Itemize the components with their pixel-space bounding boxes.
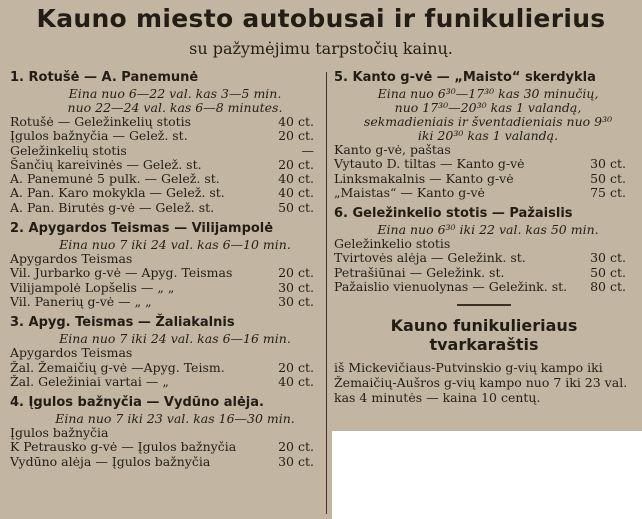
- fare-route: Linksmakalnis — Kanto g-vė: [334, 170, 514, 186]
- fare-route: Žal. Žemaičių g-vė —Apyg. Teism.: [10, 359, 225, 375]
- fare-price: 30 ct.: [590, 156, 626, 172]
- route-heading: 6. Geležinkelio stotis — Pažaislis: [334, 206, 573, 222]
- fare-route: Įgulos bažnyčia: [10, 425, 109, 441]
- fare-row: [334, 172, 634, 186]
- fare-price: 40 ct.: [278, 185, 314, 201]
- fare-route: Pažaislio vienuolynas — Geležink. st.: [334, 279, 568, 295]
- fare-route: Vilijampolė Lopšelis — „ „: [10, 279, 175, 295]
- fare-price: 40 ct.: [278, 171, 314, 187]
- route-section: [10, 395, 322, 469]
- fare-row: [334, 157, 634, 171]
- fare-row: [10, 281, 322, 295]
- fare-route: A. Panemunė 5 pulk. — Gelež. st.: [10, 171, 220, 187]
- fare-route: Petrašiūnai — Geležink. st.: [334, 264, 505, 280]
- fare-row: [10, 426, 322, 440]
- fare-row: [10, 144, 322, 158]
- route-section: [10, 315, 322, 389]
- fare-route: A. Pan. Birutės g-vė — Gelež. st.: [10, 199, 215, 215]
- route-heading: 4. Įgulos bažnyčia — Vydūno alėja.: [10, 395, 264, 411]
- schedule-line: Eina nuo 7 iki 24 val. kas 6—10 min.: [59, 237, 291, 253]
- right-column: [334, 70, 634, 405]
- fare-price: 30 ct.: [278, 453, 314, 469]
- fare-price: [626, 237, 634, 251]
- route-schedule: [334, 87, 634, 143]
- fare-row: [10, 266, 322, 280]
- fare-price: 30 ct.: [278, 279, 314, 295]
- route-schedule: [334, 223, 634, 237]
- fare-row: [10, 158, 322, 172]
- route-schedule: [10, 412, 322, 426]
- fare-route: K Petrausko g-vė — Įgulos bažnyčia: [10, 439, 237, 455]
- page-title: Kauno miesto autobusai ir funikulierius: [36, 4, 606, 33]
- funicular-title-line2: tvarkaraštis: [429, 335, 539, 355]
- fare-route: Vydūno alėja — Įgulos bažnyčia: [10, 453, 211, 469]
- fare-price: 30 ct.: [278, 293, 314, 309]
- fare-price: 40 ct.: [278, 373, 314, 389]
- schedule-line: Eina nuo 7 iki 23 val. kas 16—30 min.: [55, 411, 295, 427]
- route-section: [334, 206, 634, 294]
- fare-price: 20 ct.: [278, 439, 314, 455]
- fare-price: 20 ct.: [278, 156, 314, 172]
- route-heading: 1. Rotušė — A. Panemunė: [10, 70, 199, 85]
- fare-row: [334, 186, 634, 200]
- funicular-text: iš Mickevičiaus-Putvinskio g-vių kampo iki Žemaičių-Aušros g-vių kampo nuo 7 iki 23 val. kas 4 minutės — kaina 10 centų.: [334, 360, 628, 406]
- schedule-line: nuo 17³⁰—20³⁰ kas 1 valandą,: [394, 100, 582, 115]
- blank-area: [332, 431, 642, 519]
- schedule-line: Eina nuo 6³⁰ iki 22 val. kas 50 min.: [377, 222, 599, 238]
- fare-route: Įgulos bažnyčia — Gelež. st.: [10, 128, 188, 144]
- fare-price: [314, 426, 322, 440]
- fare-row: [334, 280, 634, 294]
- fare-row: [334, 251, 634, 265]
- fare-price: 20 ct.: [278, 128, 314, 144]
- route-schedule: [10, 238, 322, 252]
- fare-price: 75 ct.: [590, 184, 626, 200]
- fare-route: A. Pan. Karo mokykla — Gelež. st.: [10, 185, 225, 201]
- route-section: [10, 221, 322, 309]
- left-column: [10, 70, 322, 475]
- route-heading: 2. Apygardos Teismas — Vilijampolė: [10, 221, 274, 237]
- page-subtitle: su pažymėjimu tarpstočių kainų.: [189, 39, 453, 58]
- fare-row: [10, 455, 322, 469]
- fare-route: Geležinkelio stotis: [334, 236, 451, 252]
- fare-price: 40 ct.: [278, 114, 314, 129]
- fare-price: 20 ct.: [278, 265, 314, 281]
- fare-price: 20 ct.: [278, 359, 314, 375]
- fare-row: [10, 361, 322, 375]
- section-divider: [457, 304, 511, 306]
- route-schedule: [10, 87, 322, 115]
- fare-row: [10, 172, 322, 186]
- fare-price: 50 ct.: [590, 170, 626, 186]
- fare-price: [314, 346, 322, 360]
- right-sections: [334, 70, 634, 294]
- fare-row: [334, 237, 634, 251]
- fare-row: [10, 129, 322, 143]
- schedule-line: iki 20³⁰ kas 1 valandą.: [417, 128, 559, 143]
- fare-route: „Maistas“ — Kanto g-vė: [334, 184, 485, 200]
- schedule-line: sekmadieniais ir šventadieniais nuo 9³⁰: [363, 114, 613, 129]
- fare-route: Geležinkelių stotis: [10, 142, 127, 158]
- fare-row: [10, 186, 322, 200]
- column-divider: [326, 72, 327, 514]
- fare-route: Vil. Panerių g-vė — „ „: [10, 293, 152, 309]
- schedule-line: Eina nuo 6—22 val. kas 3—5 min.: [68, 86, 282, 101]
- fare-route: Apygardos Teismas: [10, 251, 133, 267]
- fare-row: [10, 375, 322, 389]
- fare-row: [334, 266, 634, 280]
- route-heading: 3. Apyg. Teismas — Žaliakalnis: [10, 315, 235, 331]
- fare-price: 50 ct.: [278, 199, 314, 215]
- fare-route: Kanto g-vė, paštas: [334, 142, 451, 157]
- fare-row: [10, 440, 322, 454]
- fare-row: [10, 115, 322, 129]
- fare-price: [626, 143, 634, 157]
- fare-row: [10, 295, 322, 309]
- route-heading: 5. Kanto g-vė — „Maisto“ skerdykla: [334, 70, 596, 85]
- fare-price: —: [301, 142, 314, 158]
- fare-row: [334, 143, 634, 157]
- fare-price: 80 ct.: [590, 279, 626, 295]
- fare-route: Apygardos Teismas: [10, 345, 133, 361]
- fare-route: Žal. Geležiniai vartai — „: [10, 373, 169, 389]
- fare-route: Vil. Jurbarko g-vė — Apyg. Teismas: [10, 265, 233, 281]
- schedule-line: nuo 22—24 val. kas 6—8 minutes.: [67, 100, 283, 115]
- schedule-line: Eina nuo 7 iki 24 val. kas 6—16 min.: [59, 331, 291, 347]
- funicular-title: [334, 316, 634, 354]
- schedule-line: Eina nuo 6³⁰—17³⁰ kas 30 minučių,: [377, 86, 599, 101]
- fare-row: [10, 201, 322, 215]
- fare-route: Rotušė — Geležinkelių stotis: [10, 114, 192, 129]
- fare-price: [314, 252, 322, 266]
- fare-route: Vytauto D. tiltas — Kanto g-vė: [334, 156, 525, 172]
- fare-price: 30 ct.: [590, 250, 626, 266]
- fare-route: Tvirtovės alėja — Geležink. st.: [334, 250, 526, 266]
- fare-row: [10, 346, 322, 360]
- route-section: [334, 70, 634, 200]
- route-schedule: [10, 332, 322, 346]
- fare-route: Šančių kareivinės — Gelež. st.: [10, 156, 202, 172]
- fare-row: [10, 252, 322, 266]
- funicular-title-line1: Kauno funikulieriaus: [390, 316, 578, 336]
- fare-price: 50 ct.: [590, 264, 626, 280]
- route-section: [10, 70, 322, 215]
